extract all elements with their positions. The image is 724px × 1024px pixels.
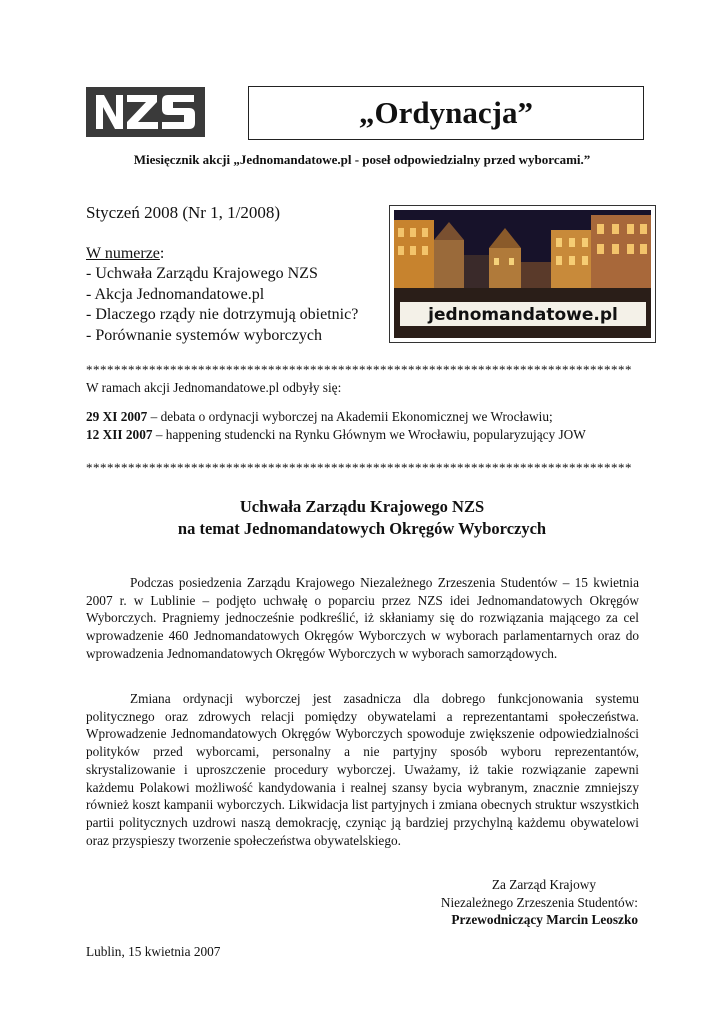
contents-item: - Uchwała Zarządu Krajowego NZS (86, 265, 318, 283)
event-date: 29 XI 2007 (86, 409, 148, 424)
article-paragraph (86, 690, 639, 849)
contents-item: - Akcja Jednomandatowe.pl (86, 285, 265, 303)
contents-heading (86, 244, 358, 264)
table-of-contents (86, 244, 358, 346)
signature-line: Za Zarząd Krajowy (491, 877, 596, 892)
contents-item: - Dlaczego rządy nie dotrzymują obietnic? (86, 306, 359, 324)
photo-scene (394, 210, 651, 338)
nzs-logo-graphic (86, 87, 205, 137)
nzs-logo (86, 87, 205, 137)
signature-name: Przewodniczący Marcin Leoszko (451, 912, 638, 928)
contents-item: - Porównanie systemów wyborczych (86, 326, 322, 344)
article-heading (0, 496, 724, 540)
event-text: – happening studencki na Rynku Głównym we Wrocławiu, popularyzujący JOW (152, 427, 586, 442)
article-paragraph (86, 574, 639, 663)
events-list (86, 408, 586, 444)
event-item (86, 408, 586, 426)
signature-line: Niezależnego Zrzeszenia Studentów: (440, 894, 638, 910)
paragraph-text: Zmiana ordynacji wyborczej jest zasadnicza dla dobrego funkcjonowania systemu politycznego oraz zdrowych relacji pomiędzy obywatelami a reprezentantami społeczeństwa. Wprowadzenie Jednomandatowych Okręgów Wyborczych spowoduje zwiększenie odpowiedzialności polityków przed wyborcami, personalny a nie partyjny sposób wyboru reprezentantów, skrystalizowanie i uproszczenie procedury wyborczej. Uważamy, iż takie rozwiązanie zapewni każdemu Polakowi możliwość kandydowania i realnej szansy bycia wybranym, znacznie zmniejszy również koszt kampanii wyborczych. Likwidacja list partyjnych i zmiana obecnych struktur wszystkich partii politycznych uzdrowi naszą demokrację, czyniąc ją bardziej przychylną każdemu obywatelowi oraz przyspieszy tworzenie społeczeństwa obywatelskiego. (86, 691, 639, 848)
signature-block (441, 876, 638, 929)
event-date: 12 XII 2007 (86, 427, 153, 442)
contents-heading-label: W numerze (86, 245, 160, 262)
newsletter-title: „Ordynacja” (359, 95, 533, 130)
newsletter-subtitle: Miesięcznik akcji „Jednomandatowe.pl - poseł odpowiedzialny przed wyborcami.” (133, 152, 591, 167)
article-heading-line: na temat Jednomandatowych Okręgów Wyborczych (177, 519, 547, 538)
actions-intro: W ramach akcji Jednomandatowe.pl odbyły się: (86, 380, 342, 395)
separator: ****************************************************************************** (86, 460, 632, 475)
separator: ****************************************************************************** (86, 362, 632, 377)
place-date: Lublin, 15 kwietnia 2007 (86, 944, 221, 959)
issue-date: Styczeń 2008 (Nr 1, 1/2008) (86, 203, 281, 222)
newsletter-title-box (248, 86, 644, 140)
banner-text: jednomandatowe.pl (428, 305, 618, 325)
article-heading-line: Uchwała Zarządu Krajowego NZS (239, 497, 485, 516)
photo-illustration (394, 210, 651, 338)
event-photo (389, 205, 656, 343)
event-item (86, 426, 586, 444)
contents-heading-suffix: : (159, 245, 165, 262)
event-text: – debata o ordynacji wyborczej na Akademii Ekonomicznej we Wrocławiu; (147, 409, 553, 424)
paragraph-text: Podczas posiedzenia Zarządu Krajowego Niezależnego Zrzeszenia Studentów – 15 kwietnia 2007 r. w Lublinie – podjęto uchwałę o poparciu przez NZS idei Jednomandatowych Okręgów Wyborczych. Pragniemy jednocześnie podkreślić, iż skłaniamy się do rozwiązania mającego za cel wprowadzenie 460 Jednomandatowych Okręgów Wyborczych w wyborach parlamentarnych oraz do wprowadzenia Jednomandatowych Okręgów Wyborczych w wyborach samorządowych. (86, 575, 639, 661)
